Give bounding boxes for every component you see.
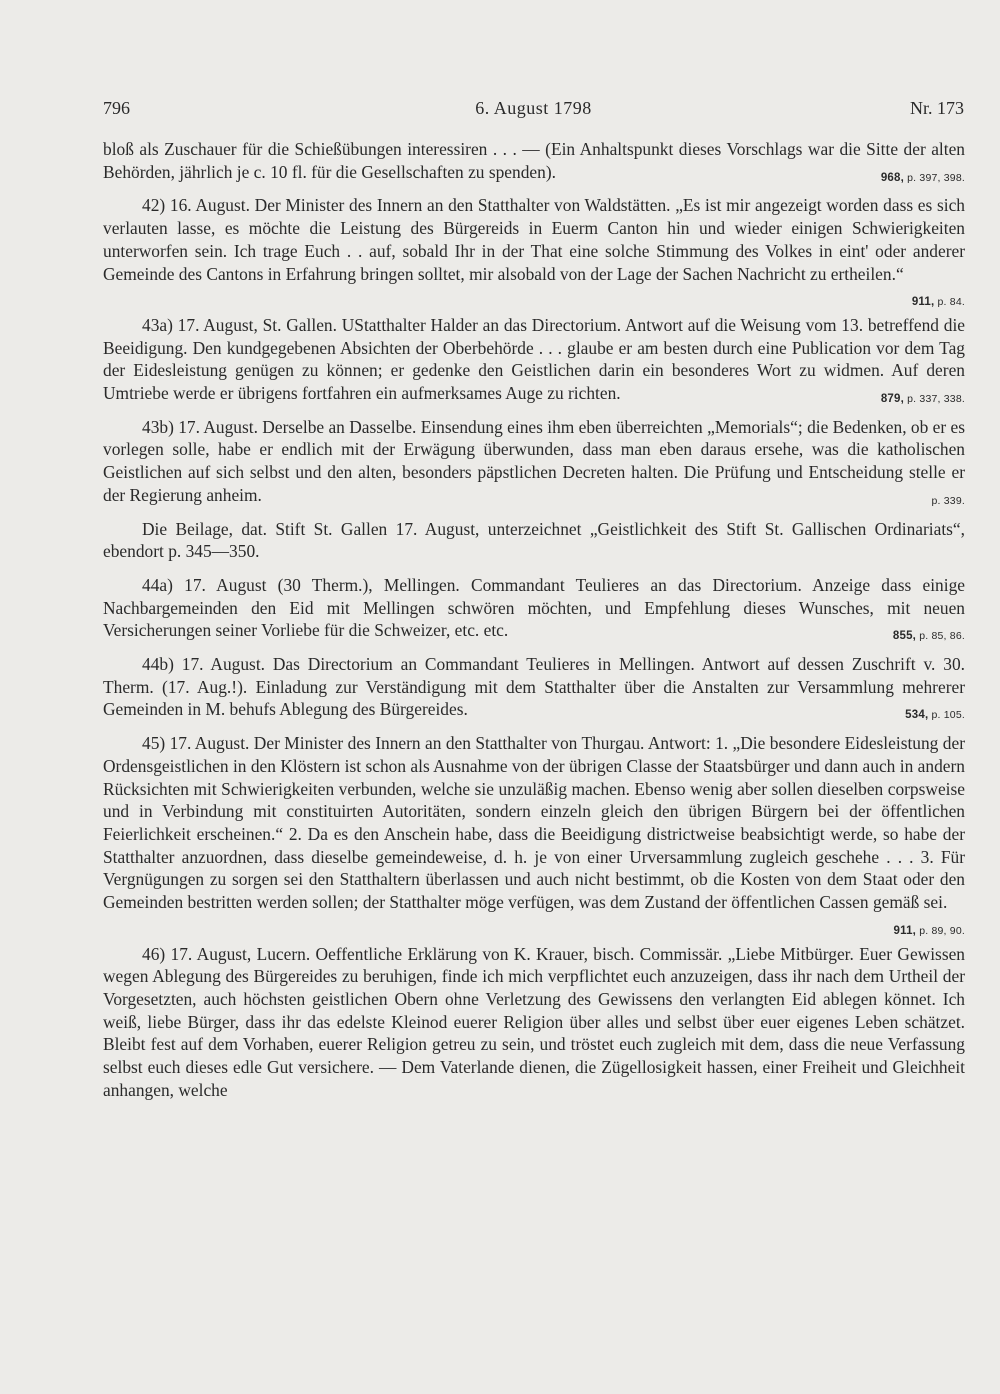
entry-44b — [103, 653, 965, 721]
page-number: 796 — [103, 98, 130, 118]
entry-43b — [103, 416, 965, 507]
running-title: 6. August 1798 — [475, 98, 592, 118]
reference-number: 968, — [880, 171, 904, 184]
archive-reference — [855, 920, 965, 943]
reference-pages: p. 397, 398. — [907, 171, 965, 184]
paragraph-text: bloß als Zuschauer für die Schießübungen interessiren . . . — (Ein Anhaltspunkt dieses Vorschlags war die Sitte der alten Behörden, jährlich je c. 10 fl. für die Gesellschaften zu spenden). — [103, 139, 965, 182]
entry-43b-enclosure — [103, 518, 965, 563]
entry-42 — [103, 194, 965, 309]
archive-reference — [873, 291, 965, 314]
reference-pages: p. 85, 86. — [919, 630, 965, 643]
reference-pages: p. 105. — [931, 709, 965, 722]
paragraph-text: 44a) 17. August (30 Therm.), Mellingen. Commandant Teulieres an das Directorium. Anzeige dass einige Nachbargemeinden den Eid mit Mellingen schwören möchten, und Empfehlung dieses Wunsches, mit neuen Versicherungen seiner Vorliebe für die Schweizer, etc. etc. — [103, 574, 965, 641]
page-header — [103, 98, 964, 128]
reference-number: 879, — [880, 393, 904, 406]
reference-number: 855, — [892, 630, 917, 643]
archive-reference — [854, 625, 965, 648]
reference-number: 911, — [911, 296, 935, 309]
paragraph-text: Die Beilage, dat. Stift St. Gallen 17. August, unterzeichnet „Geistlichkeit des Stift St. Gallischen Ordinariats“, ebendort p. 345—350. — [103, 518, 965, 562]
paragraph-continuation — [103, 138, 965, 183]
paragraph-text: 44b) 17. August. Das Directorium an Commandant Teulieres in Mellingen. Antwort auf dessen Zuschrift v. 30. Therm. (17. Aug.!). Einladung zur Verständigung mit dem Statthalter über die Anstalten zur Versammlung mehrerer Gemeinden in M. behufs Ablegung des Bürgereides. — [103, 654, 965, 720]
paragraph-text: 46) 17. August, Lucern. Oeffentliche Erklärung von K. Krauer, bisch. Commissär. „Liebe Mitbürger. Euer Gewissen wegen Ablegung des Bürgereides zu beruhigen, finde ich mich verpflichtet euch anzuzeigen, dass ihr nach dem Urtheil der Vorgesetzten, auch höchsten geistlichen Obern ohne Verletzung des Gewissens den verlangten Eid ablegen könnet. Ich weiß, liebe Bürger, dass ihr das edelste Kleinod euerer Religion über alles und selbst über euer eigenes Leben schätzet. Bleibt fest auf dem Vorhaben, euerer Religion getreu zu sein, und tröstet euch zugleich mit dem, dass die neue Verfassung selbst euch dieses edle Gut versichere. — Dem Vaterlande dienen, die Zügellosigkeit hassen, einer Freiheit und Gleichheit anhangen, welche — [103, 943, 965, 1100]
reference-number: 911, — [893, 924, 917, 937]
entry-45 — [103, 732, 965, 937]
reference-pages: p. 84. — [937, 296, 965, 309]
archive-reference — [892, 490, 965, 513]
reference-pages: p. 89, 90. — [919, 924, 965, 937]
reference-pages: p. 337, 338. — [907, 393, 965, 406]
entry-43a — [103, 314, 965, 405]
page-body — [103, 138, 965, 1112]
paragraph-text: 43a) 17. August, St. Gallen. UStatthalter Halder an das Directorium. Antwort auf die Weisung vom 13. betreffend die Beeidigung. Den kundgegebenen Absichten der Oberbehörde . . . glaube er am besten durch eine Publication vor dem Tag der Eidesleistung genügen zu können; er gedenke den Geistlichen darin ein besonderes Wort zu widmen. Auf deren Umtriebe werde er übrigens fortfahren ein aufmerksames Auge zu richten. — [103, 314, 965, 404]
entry-46 — [103, 943, 965, 1102]
entry-44a — [103, 574, 965, 642]
archive-reference — [842, 388, 965, 411]
paragraph-text: 43b) 17. August. Derselbe an Dasselbe. Einsendung eines ihm eben überreichten „Memorials“; die Bedenken, ob er es vorlegen solle, habe er endlich mit der Erwägung überwunden, dass man eben daraus ersehe, was die katholischen Geistlichen auf sich selbst und den alten, besonders päpstlichen Decreten halten. Die Prüfung und Entscheidung stelle er der Regierung anheim. — [103, 416, 965, 505]
paragraph-text: 42) 16. August. Der Minister des Innern an den Statthalter von Waldstätten. „Es ist mir angezeigt worden dass es sich verlauten lasse, es möchte die Leistung des Bürgereids in Euerm Canton hin und wieder einigen Schwierigkeiten unterworfen sein. Ich trage Euch . . auf, sobald Ihr in der That eine solche Stimmung des Volkes in eint' oder anderer Gemeinde des Cantons in Erfahrung bringen solltet, mir alsobald von der Lage der Sachen Nachricht zu ertheilen.“ — [103, 195, 965, 284]
archive-reference — [866, 704, 965, 727]
reference-pages: p. 339. — [931, 494, 965, 507]
paragraph-text: 45) 17. August. Der Minister des Innern an den Statthalter von Thurgau. Antwort: 1. „Die besondere Eidesleistung der Ordensgeistlichen in den Klöstern ist schon als Ausnahme von der übrigen Classe der Staatsbürger und dann auch in andern Rücksichten mit Schwierigkeiten verbunden, welche sie unzuläßig machen. Ebenso wenig aber sollen dieselben corpsweise und in Verbindung mit constituirten Autoritäten, sondern einzeln gleich den übrigen Bürgern bei der öffentlichen Feierlichkeit erscheinen.“ 2. Da es den Anschein habe, dass die Beeidigung districtweise beabsichtigt werde, so habe der Statthalter anzuordnen, dass dieselbe gemeindeweise, d. h. je von einer Urversammlung zugleich geschehe . . . 3. Für Vergnügungen zu sorgen sei den Statthaltern überlassen und auch nicht bestimmt, ob die Kosten von dem Staat oder den Gemeinden bestritten werden sollen; der Statthalter möge verfügen, was dem Zustand der öffentlichen Cassen gemäß sei. — [103, 733, 965, 913]
reference-number: 534, — [905, 709, 929, 722]
archive-reference — [881, 167, 965, 190]
document-number: Nr. 173 — [910, 98, 964, 118]
